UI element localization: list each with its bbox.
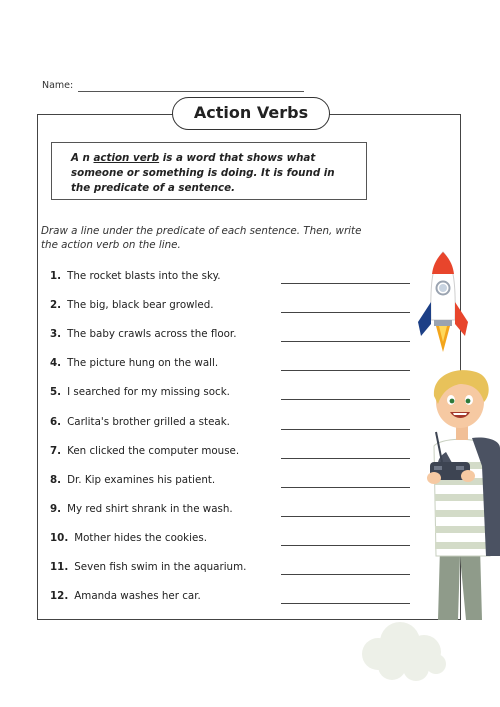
answer-line[interactable] [281, 312, 410, 313]
sentence-item [50, 474, 280, 490]
sentence-item [50, 590, 280, 606]
sentence-text: Dr. Kip examines his patient. [67, 474, 216, 486]
sentence-number: 12. [50, 590, 69, 602]
answer-line[interactable] [281, 429, 410, 430]
answer-line[interactable] [281, 283, 410, 284]
sentence-number: 5. [50, 386, 62, 398]
boy-illustration [420, 366, 500, 622]
sentence-item [50, 532, 280, 548]
sentence-text: The baby crawls across the floor. [67, 328, 237, 340]
answer-line[interactable] [281, 574, 410, 575]
answer-line[interactable] [281, 399, 410, 400]
sentence-item [50, 561, 280, 577]
directions: Draw a line under the predicate of each sentence. Then, write the action verb on the line. [41, 225, 362, 251]
answer-line[interactable] [281, 545, 410, 546]
name-label: Name: [42, 80, 74, 91]
sentence-number: 6. [50, 416, 62, 428]
definition-box [51, 142, 367, 200]
sentence-number: 9. [50, 503, 62, 515]
sentence-text: I searched for my missing sock. [67, 386, 230, 398]
sentence-item [50, 445, 280, 461]
sentence-number: 7. [50, 445, 62, 457]
sentence-item [50, 270, 280, 286]
sentence-item [50, 357, 280, 373]
answer-line[interactable] [281, 341, 410, 342]
sentence-number: 1. [50, 270, 62, 282]
answer-line[interactable] [281, 603, 410, 604]
sentence-number: 4. [50, 357, 62, 369]
sentence-item [50, 416, 280, 432]
sentence-number: 10. [50, 532, 69, 544]
answer-line[interactable] [281, 458, 410, 459]
sentence-text: Ken clicked the computer mouse. [67, 445, 240, 457]
sentence-number: 3. [50, 328, 62, 340]
sentence-text: The rocket blasts into the sky. [67, 270, 221, 282]
definition-prefix: A n [71, 152, 94, 164]
definition-text: is a word that shows what someone or something is doing. It is found in the predicate of a sentence. [71, 152, 335, 194]
sentence-text: The picture hung on the wall. [67, 357, 219, 369]
sentence-item [50, 503, 280, 519]
name-field[interactable] [42, 80, 304, 96]
rocket-icon [412, 250, 474, 356]
sentence-item [50, 386, 280, 402]
definition-term: action verb [93, 152, 160, 164]
sentence-text: Mother hides the cookies. [74, 532, 207, 544]
worksheet-title: Action Verbs [172, 97, 330, 130]
sentence-number: 11. [50, 561, 69, 573]
sentence-text: Carlita's brother grilled a steak. [67, 416, 230, 428]
answer-line[interactable] [281, 487, 410, 488]
answer-line[interactable] [281, 370, 410, 371]
sentence-number: 8. [50, 474, 62, 486]
sentence-text: Seven fish swim in the aquarium. [74, 561, 247, 573]
sentence-text: Amanda washes her car. [74, 590, 201, 602]
sentence-text: The big, black bear growled. [67, 299, 214, 311]
smoke-cloud-illustration [356, 618, 448, 682]
sentence-item [50, 299, 280, 315]
sentence-item [50, 328, 280, 344]
answer-line[interactable] [281, 516, 410, 517]
sentence-text: My red shirt shrank in the wash. [67, 503, 233, 515]
sentence-number: 2. [50, 299, 62, 311]
name-line[interactable] [78, 91, 304, 92]
